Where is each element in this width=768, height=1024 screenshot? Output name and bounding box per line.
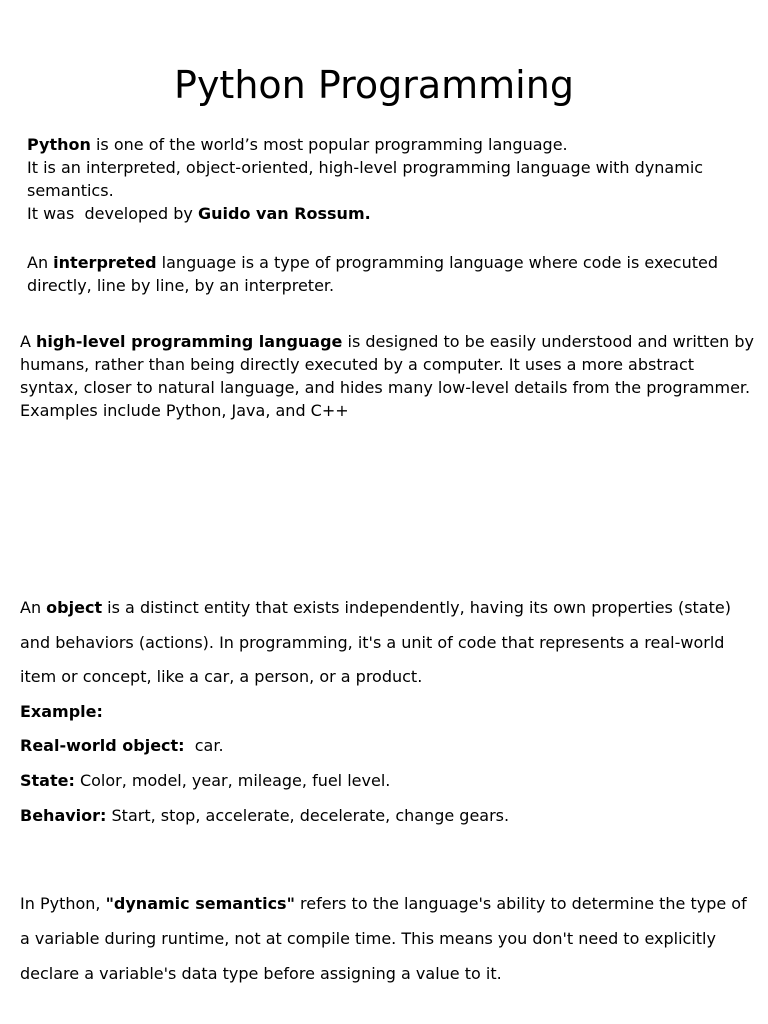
object-term: object (46, 598, 103, 617)
real-world-object-line (20, 729, 750, 764)
high-level-paragraph (20, 330, 755, 422)
intro-line-1 (27, 133, 727, 156)
state-label: State: (20, 770, 75, 790)
object-definition-text: is a distinct entity that exists independently, having its own properties (state) and behaviors (actions). In programming, it's a unit of code that represents a real-world item or concept, like a car, a person, or a product. (20, 598, 731, 687)
object-section (20, 591, 750, 833)
python-intro-paragraph (27, 133, 727, 225)
dynamic-semantics-paragraph (20, 886, 755, 991)
behavior-value: Start, stop, accelerate, decelerate, change gears. (106, 805, 510, 825)
state-value: Color, model, year, mileage, fuel level. (74, 770, 391, 790)
object-prefix: An (20, 598, 47, 617)
dynamic-prefix: In Python, (20, 894, 106, 913)
interpreted-paragraph (27, 251, 727, 297)
intro-line-3 (27, 202, 727, 225)
high-level-prefix: A (20, 332, 37, 351)
python-term: Python (27, 135, 91, 154)
interpreted-prefix: An (27, 253, 54, 272)
intro-line-2: It is an interpreted, object-oriented, high-level programming language with dynamic semantics. (27, 158, 704, 200)
state-line (20, 764, 750, 799)
interpreted-definition: language is a type of programming language where code is executed directly, line by line, by an interpreter. (27, 253, 718, 295)
real-world-object-value: car. (184, 736, 224, 756)
intro-line-3-text: It was developed by (27, 204, 198, 223)
behavior-line (20, 799, 750, 834)
dynamic-semantics-definition: refers to the language's ability to determine the type of a variable during runtime, not at compile time. This means you don't need to explicitly declare a variable's data type before assigning a value to it. (20, 894, 747, 983)
high-level-term: high-level programming language (36, 332, 343, 351)
high-level-definition: is designed to be easily understood and written by humans, rather than being directly executed by a computer. It uses a more abstract syntax, closer to natural language, and hides many low-level details from the programmer. Examples include Python, Java, and C++ (20, 332, 755, 420)
behavior-label: Behavior: (20, 805, 107, 825)
dynamic-semantics-term: "dynamic semantics" (105, 894, 295, 913)
interpreted-term: interpreted (53, 253, 157, 272)
example-label: Example: (20, 701, 103, 721)
intro-line-1-text: is one of the world’s most popular programming language. (90, 135, 568, 154)
page-title: Python Programming (174, 63, 574, 107)
author-name: Guido van Rossum. (197, 204, 371, 223)
real-world-object-label: Real-world object: (20, 736, 185, 756)
example-heading (20, 695, 750, 730)
object-definition (20, 591, 750, 695)
